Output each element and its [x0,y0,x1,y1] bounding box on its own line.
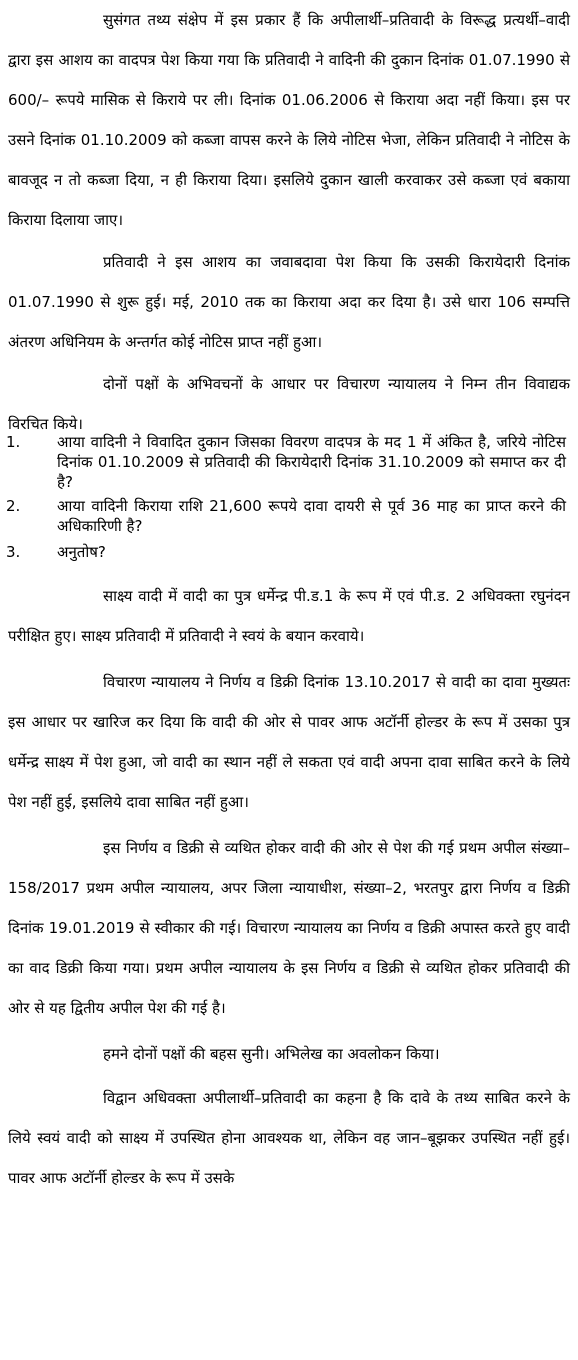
issue-text: आया वादिनी किराया राशि 21,600 रूपये दावा दायरी से पूर्व 36 माह का प्राप्त करने की अधिकारिणी है? [57,497,566,535]
issue-number: 1. [6,433,21,451]
hearing-paragraph [0,1034,578,1074]
evidence-paragraph [0,576,578,656]
issue-number: 3. [6,543,21,561]
defense-paragraph-text: प्रतिवादी ने इस आशय का जवाबदावा पेश किया कि उसकी किरायेदारी दिनांक 01.07.1990 से शुरू हुई। मई, 2010 तक का किराया अदा कर दिया है। उसे धारा 106 सम्पत्ति अंतरण अधिनियम के अन्तर्गत कोई नोटिस प्राप्त नहीं हुआ। [8,253,570,351]
trial-court-paragraph-text: विचारण न्यायालय ने निर्णय व डिक्री दिनांक 13.10.2017 से वादी का दावा मुख्यतः इस आधार पर खारिज कर दिया कि वादी की ओर से पावर आफ अटॉर्नी होल्डर के रूप में उसका पुत्र धर्मेन्द्र साक्ष्य में पेश हुआ, जो वादी का स्थान नहीं ले सकता एवं वादी अपना दावा साबित करने के लिये पेश नहीं हुई, इसलिये दावा साबित नहीं हुआ। [8,673,570,811]
facts-paragraph-text: सुसंगत तथ्य संक्षेप में इस प्रकार हैं कि अपीलार्थी–प्रतिवादी के विरूद्ध प्रत्यर्थी–वादी द्वारा इस आशय का वादपत्र पेश किया गया कि प्रतिवादी ने वादिनी की दुकान दिनांक 01.07.1990 से 600/– रूपये मासिक से किराये पर ली। दिनांक 01.06.2006 से किराया अदा नहीं किया। इस पर उसने दिनांक 01.10.2009 को कब्जा वापस करने के लिये नोटिस भेजा, लेकिन प्रतिवादी ने नोटिस के बावजूद न तो कब्जा दिया, न ही किराया दिया। इसलिये दुकान खाली करवाकर उसे कब्जा एवं बकाया किराया दिलाया जाए। [8,11,570,229]
issue-number: 2. [6,497,21,515]
first-appeal-paragraph [0,828,578,1028]
list-item [0,496,578,536]
issues-intro-text: दोनों पक्षों के अभिवचनों के आधार पर विचारण न्यायालय ने निम्न तीन विवाद्यक विरचित किये। [8,375,570,433]
issue-text: अनुतोष? [57,543,106,561]
list-item [0,542,578,562]
issue-text: आया वादिनी ने विवादित दुकान जिसका विवरण वादपत्र के मद 1 में अंकित है, जरिये नोटिस दिनांक 01.10.2009 से प्रतिवादी की किरायेदारी दिनांक 31.10.2009 को समाप्त कर दी है? [57,433,566,491]
evidence-paragraph-text: साक्ष्य वादी में वादी का पुत्र धर्मेन्द्र पी.ड.1 के रूप में एवं पी.ड. 2 अधिवक्ता रघुनंदन परीक्षित हुए। साक्ष्य प्रतिवादी में प्रतिवादी ने स्वयं के बयान करवाये। [8,587,570,645]
hearing-paragraph-text: हमने दोनों पक्षों की बहस सुनी। अभिलेख का अवलोकन किया। [103,1045,440,1063]
first-appeal-paragraph-text: इस निर्णय व डिक्री से व्यथित होकर वादी की ओर से पेश की गई प्रथम अपील संख्या–158/2017 प्रथम अपील न्यायालय, अपर जिला न्यायाधीश, संख्या–2, भरतपुर द्वारा निर्णय व डिक्री दिनांक 19.01.2019 से स्वीकार की गई। विचारण न्यायालय का निर्णय व डिक्री अपास्त करते हुए वादी का वाद डिक्री किया गया। प्रथम अपील न्यायालय के इस निर्णय व डिक्री से व्यथित होकर प्रतिवादी की ओर से यह द्वितीय अपील पेश की गई है। [8,839,570,1017]
list-item [0,432,578,492]
counsel-argument-paragraph [0,1078,578,1198]
issues-list [0,432,578,562]
defense-paragraph [0,242,578,362]
trial-court-paragraph [0,662,578,822]
counsel-argument-paragraph-text: विद्वान अधिवक्ता अपीलार्थी–प्रतिवादी का कहना है कि दावे के तथ्य साबित करने के लिये स्वयं वादी को साक्ष्य में उपस्थित होना आवश्यक था, लेकिन वह जान–बूझकर उपस्थित नहीं हुई। पावर आफ अटॉर्नी होल्डर के रूप में उसके [8,1089,570,1187]
facts-paragraph [0,0,578,240]
